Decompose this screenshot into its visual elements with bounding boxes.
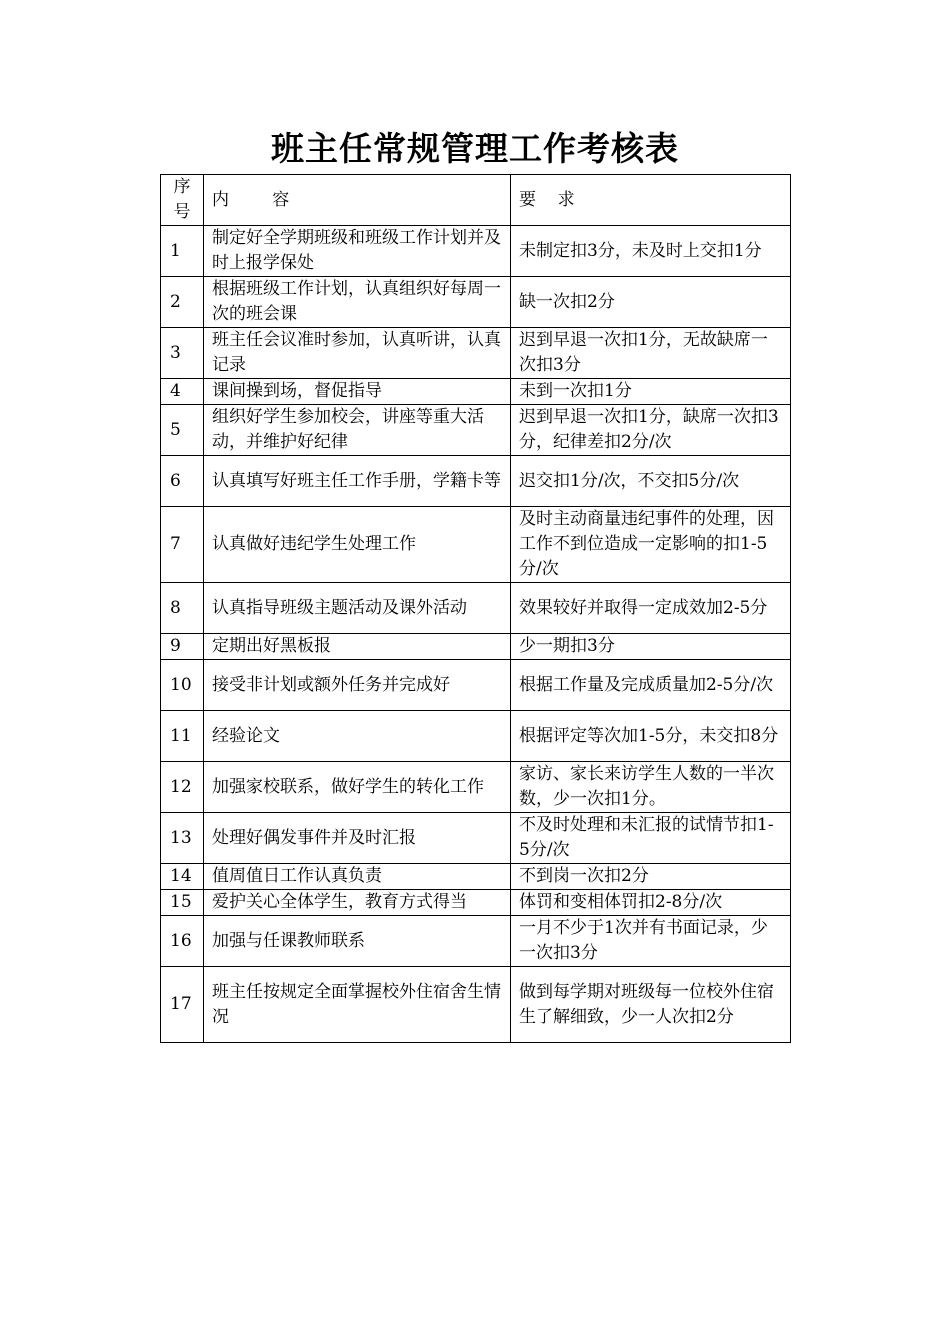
row-number: 10 (161, 660, 204, 711)
row-content: 班主任按规定全面掌握校外住宿舍生情况 (204, 967, 511, 1043)
row-number: 15 (161, 890, 204, 916)
table-row (161, 379, 791, 405)
row-requirement: 家访、家长来访学生人数的一半次数，少一次扣1分。 (511, 762, 791, 813)
row-content: 加强家校联系，做好学生的转化工作 (204, 762, 511, 813)
row-requirement: 体罚和变相体罚扣2-8分/次 (511, 890, 791, 916)
row-requirement: 根据评定等次加1-5分，未交扣8分 (511, 711, 791, 762)
row-number: 13 (161, 813, 204, 864)
row-number: 1 (161, 226, 204, 277)
row-requirement: 缺一次扣2分 (511, 277, 791, 328)
page-title: 班主任常规管理工作考核表 (271, 129, 679, 168)
table-row (161, 864, 791, 890)
row-content: 根据班级工作计划，认真组织好每周一次的班会课 (204, 277, 511, 328)
row-number: 9 (161, 634, 204, 660)
row-content: 接受非计划或额外任务并完成好 (204, 660, 511, 711)
row-number: 8 (161, 583, 204, 634)
row-requirement: 根据工作量及完成质量加2-5分/次 (511, 660, 791, 711)
row-requirement: 效果较好并取得一定成效加2-5分 (511, 583, 791, 634)
table-row (161, 711, 791, 762)
table-row (161, 583, 791, 634)
row-number: 11 (161, 711, 204, 762)
row-number: 16 (161, 916, 204, 967)
table-header-row (161, 175, 791, 226)
row-content: 班主任会议准时参加，认真听讲，认真记录 (204, 328, 511, 379)
row-requirement: 迟交扣1分/次，不交扣5分/次 (511, 456, 791, 507)
row-requirement: 未到一次扣1分 (511, 379, 791, 405)
row-content: 认真填写好班主任工作手册，学籍卡等 (204, 456, 511, 507)
row-requirement: 及时主动商量违纪事件的处理，因工作不到位造成一定影响的扣1-5分/次 (511, 507, 791, 583)
row-requirement: 做到每学期对班级每一位校外住宿生了解细致，少一人次扣2分 (511, 967, 791, 1043)
row-content: 经验论文 (204, 711, 511, 762)
table-row (161, 813, 791, 864)
row-content: 组织好学生参加校会，讲座等重大活动，并维护好纪律 (204, 405, 511, 456)
table-row (161, 328, 791, 379)
table-row (161, 890, 791, 916)
table-row (161, 967, 791, 1043)
row-content: 制定好全学期班级和班级工作计划并及时上报学保处 (204, 226, 511, 277)
table-row (161, 405, 791, 456)
row-requirement: 迟到早退一次扣1分，无故缺席一次扣3分 (511, 328, 791, 379)
row-requirement: 一月不少于1次并有书面记录，少一次扣3分 (511, 916, 791, 967)
table-row (161, 507, 791, 583)
row-content: 定期出好黑板报 (204, 634, 511, 660)
row-content: 处理好偶发事件并及时汇报 (204, 813, 511, 864)
header-num: 序 号 (161, 175, 204, 226)
row-content: 认真做好违纪学生处理工作 (204, 507, 511, 583)
header-requirement: 要 求 (511, 175, 791, 226)
row-requirement: 不及时处理和未汇报的试情节扣1-5分/次 (511, 813, 791, 864)
row-number: 3 (161, 328, 204, 379)
row-content: 值周值日工作认真负责 (204, 864, 511, 890)
row-content: 课间操到场，督促指导 (204, 379, 511, 405)
row-number: 6 (161, 456, 204, 507)
row-number: 17 (161, 967, 204, 1043)
row-number: 14 (161, 864, 204, 890)
assessment-table (160, 174, 791, 1043)
row-number: 4 (161, 379, 204, 405)
table-row (161, 634, 791, 660)
table-row (161, 660, 791, 711)
row-requirement: 不到岗一次扣2分 (511, 864, 791, 890)
row-number: 5 (161, 405, 204, 456)
row-number: 12 (161, 762, 204, 813)
row-requirement: 少一期扣3分 (511, 634, 791, 660)
row-number: 2 (161, 277, 204, 328)
table-row (161, 456, 791, 507)
row-requirement: 未制定扣3分，未及时上交扣1分 (511, 226, 791, 277)
row-content: 爱护关心全体学生，教育方式得当 (204, 890, 511, 916)
header-content: 内 容 (204, 175, 511, 226)
row-content: 认真指导班级主题活动及课外活动 (204, 583, 511, 634)
row-number: 7 (161, 507, 204, 583)
row-content: 加强与任课教师联系 (204, 916, 511, 967)
table-row (161, 916, 791, 967)
table-row (161, 762, 791, 813)
table-row (161, 277, 791, 328)
table-row (161, 226, 791, 277)
row-requirement: 迟到早退一次扣1分，缺席一次扣3分，纪律差扣2分/次 (511, 405, 791, 456)
